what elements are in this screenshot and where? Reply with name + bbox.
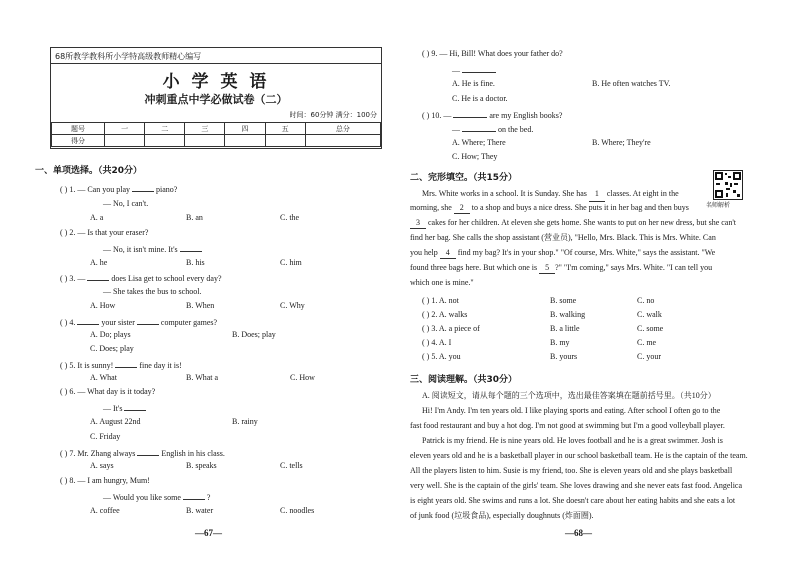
option-c: C. the bbox=[280, 213, 300, 222]
reading-line: very well. She is the captain of the girls' team. She loves drawing and she never eats fast food. Angelica bbox=[410, 481, 743, 490]
cell bbox=[305, 135, 380, 147]
option-b: B. Does; play bbox=[232, 330, 276, 339]
q3-line2: — She takes the bus to school. bbox=[103, 287, 202, 296]
section-title: 一、单项选择。（共20分） bbox=[35, 166, 143, 176]
cloze-blank[interactable]: 5 bbox=[539, 263, 555, 274]
cloze-blank[interactable]: 3 bbox=[410, 218, 426, 229]
reading-line: is eight years old. She swims and runs a lot. She doesn't care about her eating habits and she eats a lot bbox=[410, 496, 736, 505]
exam-subtitle: 冲刺重点中学必做试卷（二） bbox=[144, 93, 288, 106]
exam-title: 小 学 英 语 bbox=[162, 72, 270, 92]
question-2: ( ) 2. — Is that your eraser? bbox=[60, 228, 149, 237]
reading-line: Hi! I'm Andy. I'm ten years old. I like playing sports and eating. After school I often go to the bbox=[422, 406, 721, 415]
option-a: A. a bbox=[90, 213, 104, 222]
q2-line2 bbox=[103, 243, 202, 255]
option-c: C. He is a doctor. bbox=[452, 94, 508, 103]
header-rule bbox=[51, 63, 381, 64]
question-4 bbox=[60, 316, 217, 328]
reading-line: Patrick is my friend. He is nine years old. He loves football and he is a great swimmer. Josh is bbox=[422, 436, 723, 445]
answer-blank[interactable] bbox=[180, 243, 202, 252]
score-value-row bbox=[52, 135, 381, 147]
option-b: B. some bbox=[550, 296, 577, 305]
option-c: C. Friday bbox=[90, 432, 121, 441]
option-c: C. no bbox=[637, 296, 655, 305]
option-a: A. Do; plays bbox=[90, 330, 131, 339]
answer-blank[interactable] bbox=[87, 272, 109, 281]
text: morning, she bbox=[410, 203, 452, 212]
answer-blank[interactable] bbox=[462, 64, 496, 73]
cell bbox=[225, 135, 265, 147]
question-1 bbox=[60, 183, 177, 195]
stem: ( ) 3. — bbox=[60, 274, 86, 283]
option-a: A. says bbox=[90, 461, 114, 470]
answer-blank[interactable] bbox=[124, 402, 146, 411]
reading-line: fast food restaurant and buy a hot dog. I'm not good at swimming but I'm a good volleyball player. bbox=[410, 421, 725, 430]
answer-blank[interactable] bbox=[132, 183, 154, 192]
option-b: B. He often watches TV. bbox=[592, 79, 671, 88]
option-a: A. coffee bbox=[90, 506, 120, 515]
option-b: B. Where; They're bbox=[592, 138, 651, 147]
cloze-blank[interactable]: 1 bbox=[589, 186, 605, 202]
option-b: B. What a bbox=[186, 373, 219, 382]
option-b: B. water bbox=[186, 506, 214, 515]
cloze-q3: ( ) 3. A. a piece of bbox=[422, 324, 480, 333]
stem: — It's bbox=[103, 404, 123, 413]
cloze-line-1 bbox=[422, 186, 722, 202]
stem: ( ) 10. — bbox=[422, 111, 452, 120]
cloze-line-5 bbox=[410, 248, 715, 259]
option-b: B. a little bbox=[550, 324, 580, 333]
stem: ? bbox=[206, 493, 211, 502]
q10-line2 bbox=[452, 123, 533, 135]
option-c: C. your bbox=[637, 352, 661, 361]
cell: 得分 bbox=[52, 135, 105, 147]
stem: are my English books? bbox=[489, 111, 563, 120]
cloze-q5: ( ) 5. A. you bbox=[422, 352, 461, 361]
text: cakes for her children. At eleven she gets home. She wants to put on her new dress, but she can't bbox=[428, 218, 737, 227]
stem: ( ) 7. Mr. Zhang always bbox=[60, 449, 136, 458]
q9-line2 bbox=[452, 64, 496, 76]
cloze-blank[interactable]: 4 bbox=[440, 248, 456, 259]
cloze-line-3 bbox=[410, 218, 736, 229]
cell bbox=[145, 135, 185, 147]
option-a: A. August 22nd bbox=[90, 417, 141, 426]
page-number: —67— bbox=[195, 528, 222, 538]
cloze-q4: ( ) 4. A. I bbox=[422, 338, 452, 347]
answer-blank[interactable] bbox=[115, 359, 137, 368]
answer-blank[interactable] bbox=[137, 316, 159, 325]
option-b: B. rainy bbox=[232, 417, 258, 426]
option-a: A. Where; There bbox=[452, 138, 506, 147]
option-c: C. him bbox=[280, 258, 302, 267]
cell: 总分 bbox=[305, 123, 380, 135]
question-6: ( ) 6. — What day is it today? bbox=[60, 387, 156, 396]
cell: 二 bbox=[145, 123, 185, 135]
option-c: C. Does; play bbox=[90, 344, 134, 353]
stem: piano? bbox=[156, 185, 178, 194]
text: classes. At eight in the bbox=[606, 189, 679, 198]
stem: ( ) 5. It is sunny! bbox=[60, 361, 114, 370]
reading-line: All the players listen to him. Susie is my friend, too. She is eleven years old and she plays basketball bbox=[410, 466, 733, 475]
cell bbox=[105, 135, 145, 147]
cloze-q1: ( ) 1. A. not bbox=[422, 296, 459, 305]
q6-line2 bbox=[103, 402, 146, 414]
cell: 五 bbox=[265, 123, 305, 135]
option-c: C. How; They bbox=[452, 152, 498, 161]
stem: — No, it isn't mine. It's bbox=[103, 245, 178, 254]
option-a: A. What bbox=[90, 373, 117, 382]
cloze-line-6 bbox=[410, 263, 712, 274]
answer-blank[interactable] bbox=[137, 447, 159, 456]
question-8: ( ) 8. — I am hungry, Mum! bbox=[60, 476, 150, 485]
text: find my bag? It's in your shop." "Of course, Mrs. White," says the assistant. "We bbox=[457, 248, 716, 257]
cell: 题号 bbox=[52, 123, 105, 135]
text: you help bbox=[410, 248, 438, 257]
qr-caption: 名师解析 bbox=[706, 202, 731, 209]
text: found three bags here. But which one is bbox=[410, 263, 538, 272]
answer-blank[interactable] bbox=[453, 109, 487, 118]
option-b: B. speaks bbox=[186, 461, 217, 470]
option-b: B. yours bbox=[550, 352, 578, 361]
option-b: B. an bbox=[186, 213, 203, 222]
stem: — bbox=[452, 66, 460, 75]
option-a: A. How bbox=[90, 301, 116, 310]
stem: on the bed. bbox=[498, 125, 534, 134]
cell: 一 bbox=[105, 123, 145, 135]
cell bbox=[185, 135, 225, 147]
q1-line2: — No, I can't. bbox=[103, 199, 149, 208]
reading-line: eleven years old and he is a basketball player in our school basketball team. He is the captain of the team. bbox=[410, 451, 748, 460]
question-9: ( ) 9. — Hi, Bill! What does your father do? bbox=[422, 49, 563, 58]
page-number: —68— bbox=[565, 528, 592, 538]
answer-blank[interactable] bbox=[462, 123, 496, 132]
reading-line: of junk food (垃圾食品), especially doughnuts (炸面圈). bbox=[410, 511, 594, 520]
text: ?" "I'm coming," says Mrs. White. "I can tell you bbox=[555, 263, 713, 272]
option-a: A. he bbox=[90, 258, 108, 267]
exam-header bbox=[50, 47, 382, 149]
stem: your sister bbox=[101, 318, 135, 327]
question-3 bbox=[60, 272, 222, 284]
cell bbox=[265, 135, 305, 147]
stem: — Would you like some bbox=[103, 493, 181, 502]
q8-line2 bbox=[103, 491, 210, 503]
cloze-q2: ( ) 2. A. walks bbox=[422, 310, 468, 319]
score-header-row bbox=[52, 123, 381, 135]
score-table bbox=[51, 122, 381, 147]
option-c: C. How bbox=[290, 373, 315, 382]
answer-blank[interactable] bbox=[183, 491, 205, 500]
stem: — bbox=[452, 125, 460, 134]
cloze-line-4: find her bag. She calls the shop assistant (营业员), "Hello, Mrs. Black. This is Mrs. White. Can bbox=[410, 233, 716, 242]
cloze-blank[interactable]: 2 bbox=[454, 203, 470, 214]
stem: computer games? bbox=[160, 318, 218, 327]
cell: 三 bbox=[185, 123, 225, 135]
stem: ( ) 1. — Can you play bbox=[60, 185, 130, 194]
option-b: B. his bbox=[186, 258, 205, 267]
question-10 bbox=[422, 109, 562, 121]
option-b: B. When bbox=[186, 301, 215, 310]
option-c: C. me bbox=[637, 338, 657, 347]
option-c: C. Why bbox=[280, 301, 305, 310]
cell: 四 bbox=[225, 123, 265, 135]
option-b: B. walking bbox=[550, 310, 586, 319]
question-7 bbox=[60, 447, 225, 459]
reading-instruction: A. 阅读短文，请从每个题的三个选项中，选出最佳答案填在题前括号里。（共10分） bbox=[422, 391, 716, 400]
stem: does Lisa get to school every day? bbox=[111, 274, 222, 283]
right-page bbox=[400, 0, 800, 566]
option-c: C. walk bbox=[637, 310, 662, 319]
section-title: 三、阅读理解。（共30分） bbox=[410, 375, 518, 385]
org-line: 68所教学教科所小学特高级教师精心编写 bbox=[55, 52, 202, 61]
time-score: 时间：60分钟 满分：100分 bbox=[289, 111, 377, 119]
option-a: A. He is fine. bbox=[452, 79, 495, 88]
option-c: C. noodles bbox=[280, 506, 315, 515]
stem: fine day it is! bbox=[139, 361, 182, 370]
text: Mrs. White works in a school. It is Sunday. She has bbox=[422, 189, 587, 198]
option-c: C. tells bbox=[280, 461, 303, 470]
text: to a shop and buys a nice dress. She puts it in her bag and then buys bbox=[471, 203, 689, 212]
stem: English in his class. bbox=[161, 449, 225, 458]
option-c: C. some bbox=[637, 324, 664, 333]
stem: ( ) 4. bbox=[60, 318, 76, 327]
question-5 bbox=[60, 359, 182, 371]
cloze-line-2 bbox=[410, 203, 689, 214]
section-title: 二、完形填空。（共15分） bbox=[410, 173, 518, 183]
option-b: B. my bbox=[550, 338, 570, 347]
cloze-line-7: which one is mine." bbox=[410, 278, 474, 287]
answer-blank[interactable] bbox=[77, 316, 99, 325]
